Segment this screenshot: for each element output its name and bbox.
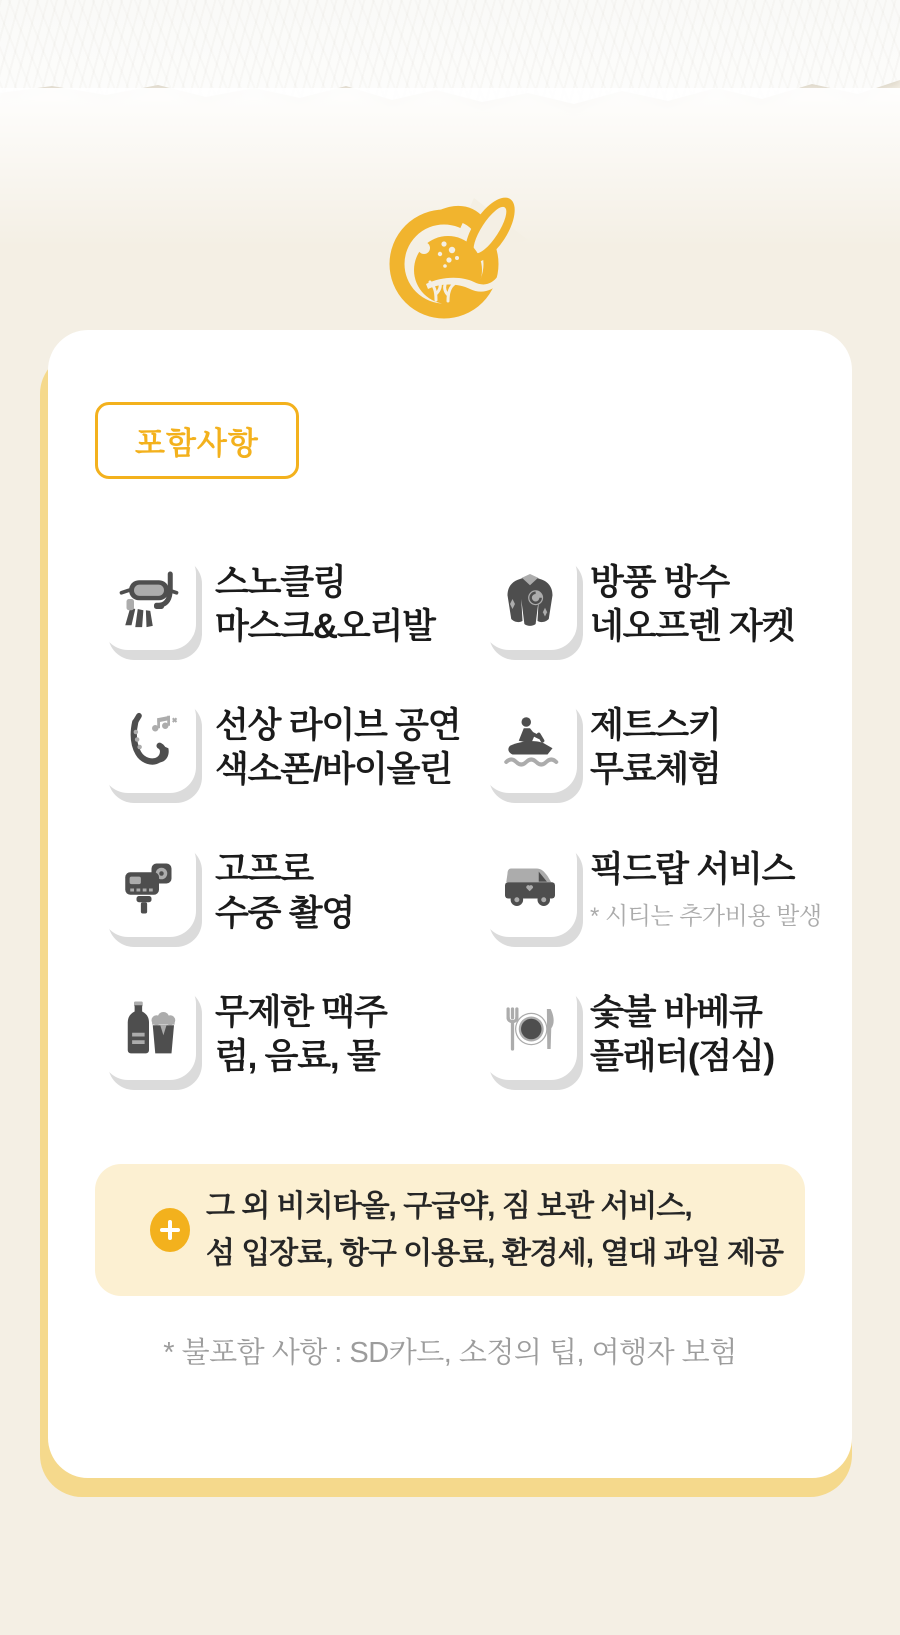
extra-line-1: 그 외 비치타올, 구급약, 짐 보관 서비스, — [206, 1190, 692, 1223]
item-title-line: 고프로 — [215, 850, 313, 889]
item-title-line: 플래터(점심) — [590, 1037, 774, 1076]
included-item-jacket — [483, 548, 843, 658]
item-title-line: 럼, 음료, 물 — [215, 1037, 380, 1076]
item-title-line: 픽드랍 서비스 — [590, 850, 795, 889]
item-title-line: 무제한 맥주 — [215, 993, 387, 1032]
extra-included-box — [95, 1164, 805, 1296]
bbq-platter-icon — [483, 978, 577, 1080]
not-included-footnote: * 불포함 사항 : SD카드, 소정의 팁, 여행자 보험 — [163, 1337, 737, 1369]
included-item-live-music — [102, 691, 462, 801]
section-badge: 포함사항 — [95, 402, 299, 479]
jetski-icon — [483, 691, 577, 793]
gopro-camera-icon — [102, 835, 196, 937]
extra-line-2: 섬 입장료, 항구 이용료, 환경세, 열대 과일 제공 — [206, 1237, 783, 1270]
item-title-line: 스노클링 — [215, 563, 346, 602]
neoprene-jacket-icon — [483, 548, 577, 650]
snorkel-mask-icon — [102, 548, 196, 650]
item-title-line: 색소폰/바이올린 — [215, 750, 452, 789]
item-title-line: 수중 촬영 — [215, 894, 354, 933]
item-title-line: 네오프렌 자켓 — [590, 607, 795, 646]
horn-coral-logo-icon — [378, 188, 528, 320]
item-title-line: 제트스키 — [590, 706, 721, 745]
item-note: * 시티는 추가비용 발생 — [590, 903, 822, 930]
item-title-line: 방풍 방수 — [590, 563, 729, 602]
saxophone-icon — [102, 691, 196, 793]
van-icon — [483, 835, 577, 937]
included-item-jetski — [483, 691, 843, 801]
drinks-icon — [102, 978, 196, 1080]
included-item-drinks — [102, 978, 462, 1088]
item-title-line: 마스크&오리발 — [215, 607, 435, 646]
included-section-card — [48, 330, 852, 1478]
included-item-bbq — [483, 978, 843, 1088]
plus-icon — [150, 1208, 190, 1252]
included-item-pickdrop — [483, 835, 843, 945]
item-title-line: 숯불 바베큐 — [590, 993, 762, 1032]
item-title-line: 무료체험 — [590, 750, 721, 789]
included-item-gopro — [102, 835, 462, 945]
item-title-line: 선상 라이브 공연 — [215, 706, 461, 745]
included-item-snorkel — [102, 548, 462, 658]
